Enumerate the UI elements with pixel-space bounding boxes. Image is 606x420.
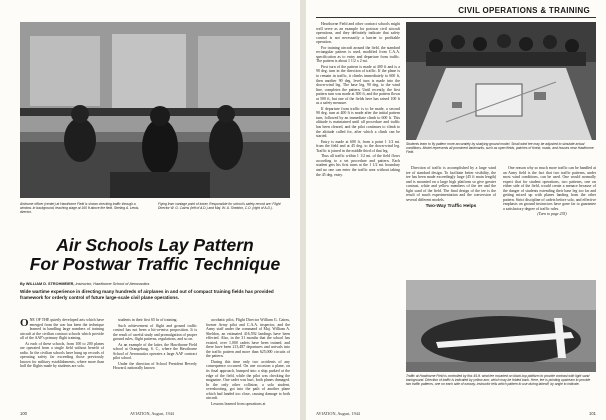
ground-model-photo: [406, 22, 596, 140]
section-rule: [316, 17, 596, 18]
col2-para-1: students in their first 65 hr of training.: [118, 318, 178, 322]
col3-para-3: Lessons learned from operations at: [211, 401, 266, 406]
byline-role: Instructor, Hawthorne School of Aeronautics: [75, 282, 150, 286]
col1-para-2: At each of these schools, from 100 to 200 planes are operated from a single field without benefit of radio. In the civilian schools have hung up records of operating safety far exceeding those previously known for military establishments, where more than half the flights made by students are solo.: [20, 341, 104, 369]
photo-caption-right: Flying from vantage point of tower, Responsible for school's safety record are: Flight Director W. G. Cairns (left of A.D.) and Maj. W. A. Sheldon, C.O. (right of A.D.).: [158, 202, 281, 211]
left-footer: [20, 411, 290, 416]
headline-line-1: Air Schools Lay Pattern: [56, 235, 254, 255]
rcol1-para-5: Entry is made at 600 ft, from a point 1 1/2 mi. from the field and at 45 deg. to the down-wind leg. Traffic is joined in the middle third of that leg.: [316, 139, 400, 153]
byline: [20, 282, 290, 286]
col3-para-1: acrobatic pilot, Flight Director William G. Cairns, former Army pilot and C.A.A. inspector, and the Army staff under the command of Maj. William A. Sheldon, an estimated 416,592 landings have been effected. Also, in the 31 months that the school has existed, over 1,000 cadets have been trained, and there have been 213,487 departures and arrivals into the traffic pattern and more than 625,000 circuits of the pattern.: [206, 318, 290, 359]
wind-tee-caption: Traffic at Hawthorne Field is controlled by this 45-ft. wind tee mounted on black-top platform to provide contrast with light sand background. Direction of traffic is indicated by yellow arm, which may be folded back. Here, tee is pointing upstream to provide two traffic patterns, one on each side of runway. Instructor tells which pattern to use during takeoff, by angle to indicate.: [406, 374, 591, 387]
right-page: [306, 0, 606, 420]
col3-para-2: During this time only two accidents of any consequence occurred. On one occasion a plane, on its final approach, bumped into a ship parked at the edge of the field, while the pilot was checking the magazine. One cadet was hurt, both planes damaged. In the only other collision, a solo student, overshooting, got into the path of another plane which had landed too close, causing damage to both aircraft.: [206, 359, 290, 401]
rcol3-para-1: One reason why so much more traffic can be handled at an Army field is the fact that two traffic patterns, under most wind conditions, can be used. One would normally expect that for student operations, two patterns, one on either side of the field, would create a menace because of the danger of students extending their base leg too far and getting mixed up with planes landing from the other pattern. Strict discipline of cadets before solo, and effective emphasis on ground instructors have gone far to guarantee a satisfactory degree of traffic rules.: [503, 166, 596, 211]
col2-para-4: Under the direction of School President Beverly Howard, nationally known: [113, 361, 197, 371]
page-number-right: 101: [589, 411, 596, 416]
drop-cap-o: O: [20, 318, 29, 329]
rcol1-para-2: For training aircraft around the field, the standard rectangular pattern is used, modified from C.A.A. specification as to entry and departure from traffic. The pattern is about 1 1/2 x 2 mi.: [316, 45, 400, 64]
right-column-3: [503, 166, 596, 276]
rcol2-para-1: Direction of traffic is accomplished by a large wind tee of standard design. To facilitate better visibility, the tee has been made exceedingly large (45 ft main length) and is mounted on a large high platform so give greater contrast, white and yellow members of the tee and the light sand of the field. The final design of the tee is the result of much experimentation and the conversion of several different models.: [406, 166, 496, 202]
col1-para-1: NE OF THE quietly developed arts which have emerged from the war has been the technique learned in handling large numbers of training aircraft at the civilian contract schools which provide all of the AAF's primary flight training.: [20, 318, 104, 341]
page-number-left: 100: [20, 411, 27, 416]
right-footer: [316, 411, 596, 416]
col2-para-3: As an example of the latter, the Hawthorne Field school at Orangeburg, S. C., where the Hawthorne School of Aeronautics operates a large AAF contract pilot school.: [113, 342, 197, 361]
section-title: CIVIL OPERATIONS & TRAINING: [458, 6, 590, 15]
turn-to-page-note: (Turn to page 235): [537, 212, 567, 217]
photo-caption-left: Airdrome officer (center) at Hawthorne Field is shown checking traffic through a window. In background, teaching stage at 160 ft above the field. Sterling A. Lewis, director.: [20, 202, 140, 215]
left-column-2: [113, 318, 197, 408]
col2-para-2: Such achievement of flight and ground traffic control has not been a hit-or-miss proposition. It is the result of careful study and promulgation of proper ground rules, flight patterns, regulations, and so on.: [113, 323, 197, 342]
rcol1-para-1: Hawthorne Field and other contract schools might well serve as an example for postwar civil aircraft operations, and they definitely indicate that safety control is not necessarily a barrier to profitable operation.: [316, 22, 400, 45]
right-column-2: [406, 166, 496, 276]
left-column-3: [206, 318, 290, 408]
right-column-1: [316, 22, 400, 404]
magazine-name-left: AVIATION, August, 1944: [130, 411, 174, 416]
article-deck: Wide wartime experience in directing many hundreds of airplanes in and out of compact training fields has provided framework for orderly control of future large-scale civil plane operations.: [20, 289, 274, 300]
ground-model-caption: Students learn to fly pattern more accurately by studying ground model. Small wind tee may be adjusted to simulate actual conditions. Model represents all prominent landmarks, such as open fields, patches of forest, roads, and houses near Hawthorne Field.: [406, 142, 594, 155]
control-tower-photo: [20, 22, 290, 198]
magazine-name-right: AVIATION, August, 1944: [316, 411, 360, 416]
headline-line-2: For Postwar Traffic Technique: [29, 254, 281, 274]
wind-tee-photo: [406, 280, 596, 372]
left-column-1: [20, 318, 104, 408]
rcol1-para-4: If departure from traffic is to be made, a second 90 deg. turn at 400 ft is made after the initial pattern turn, followed by an immediate climb to 600 ft. This altitude is maintained until all procedure and traffic has been cleared, and the pilot continues to climb to the altitude called for, after which a climb can be started.: [316, 106, 400, 139]
left-page: [0, 0, 300, 420]
two-way-traffic-subhead: Two-Way Traffic Helps: [425, 204, 477, 210]
rcol1-para-6: Thus all traffic within 1 1/2 mi. of the field flows according to a set procedure and pattern. Each student gets his first turns at the 1 1/2 mi. boundary and no one can enter the traffic area without taking the 45 deg. entry.: [316, 154, 400, 177]
byline-author: By WILLIAM D. STROHMEIER,: [20, 282, 75, 286]
article-headline: [20, 236, 290, 274]
rcol1-para-3: First turn of the pattern is made at 400 ft and is a 90 deg. turn in the direction of traffic. If the plane is to remain in traffic, it climbs immediately to 600 ft, then another 90 deg. level turn is made into the down-wind leg. The base leg, 90 deg. to the wind line, completes the pattern. Until recently, the first pattern turn was made at 300 ft, and the pattern flown at 500 ft, but one of the fields here has raised 100 ft as a safety measure.: [316, 64, 400, 106]
